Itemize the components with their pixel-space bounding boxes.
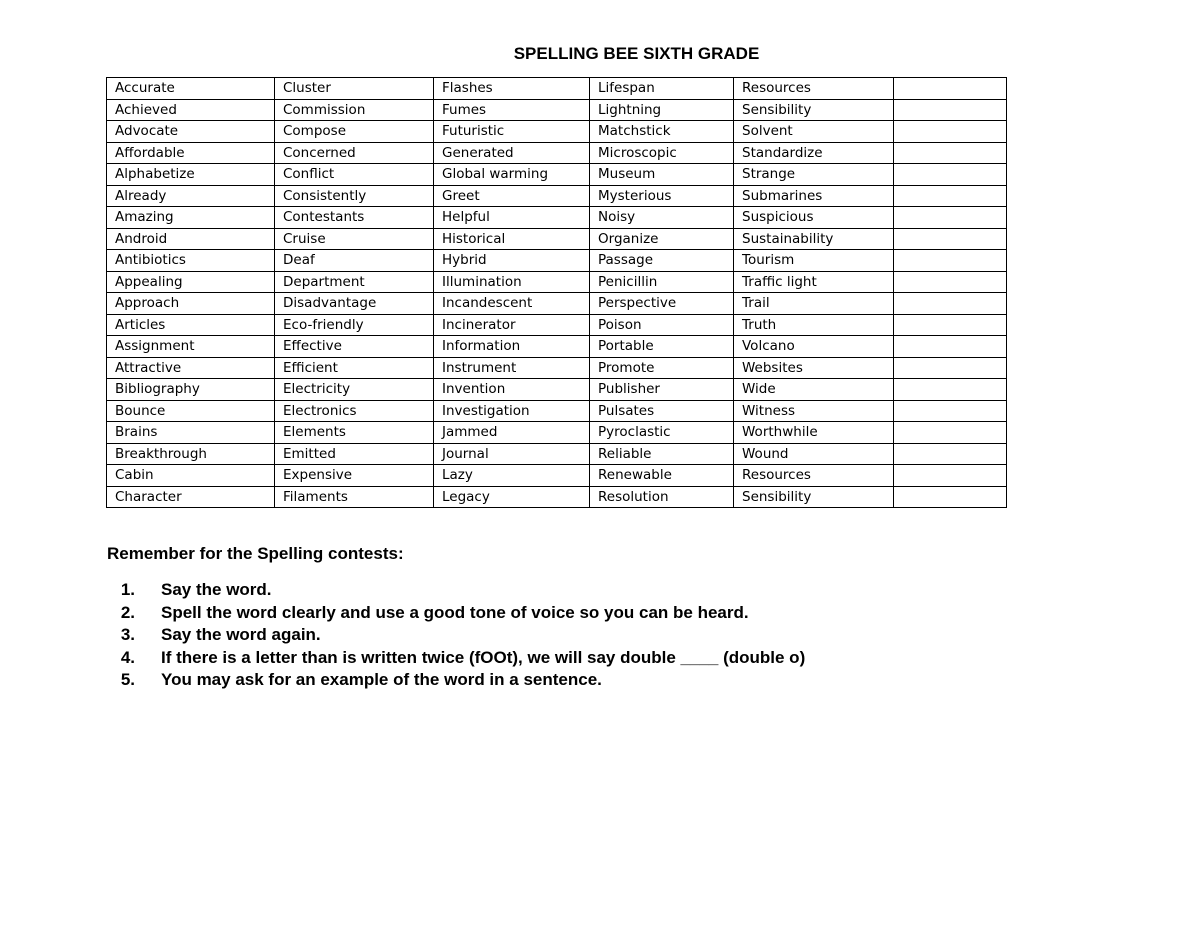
word-cell: Submarines bbox=[734, 185, 894, 207]
word-cell: Resources bbox=[734, 465, 894, 487]
table-row bbox=[107, 293, 1007, 315]
table-row bbox=[107, 250, 1007, 272]
word-cell: Legacy bbox=[434, 486, 590, 508]
word-cell bbox=[894, 142, 1007, 164]
word-cell: Futuristic bbox=[434, 121, 590, 143]
word-cell: Portable bbox=[590, 336, 734, 358]
rule-text: You may ask for an example of the word in a sentence. bbox=[161, 670, 602, 689]
word-cell: Sustainability bbox=[734, 228, 894, 250]
word-cell bbox=[894, 379, 1007, 401]
word-cell: Advocate bbox=[107, 121, 275, 143]
word-cell: Conflict bbox=[275, 164, 434, 186]
word-cell: Passage bbox=[590, 250, 734, 272]
word-cell bbox=[894, 336, 1007, 358]
table-row bbox=[107, 78, 1007, 100]
word-cell bbox=[894, 78, 1007, 100]
table-row bbox=[107, 164, 1007, 186]
word-cell: Fumes bbox=[434, 99, 590, 121]
word-cell: Incandescent bbox=[434, 293, 590, 315]
word-cell: Microscopic bbox=[590, 142, 734, 164]
word-cell: Effective bbox=[275, 336, 434, 358]
table-row bbox=[107, 400, 1007, 422]
word-cell: Emitted bbox=[275, 443, 434, 465]
word-cell bbox=[894, 400, 1007, 422]
word-cell: Disadvantage bbox=[275, 293, 434, 315]
word-cell: Wound bbox=[734, 443, 894, 465]
word-cell: Affordable bbox=[107, 142, 275, 164]
word-cell: Global warming bbox=[434, 164, 590, 186]
word-cell: Compose bbox=[275, 121, 434, 143]
word-cell: Consistently bbox=[275, 185, 434, 207]
word-cell: Flashes bbox=[434, 78, 590, 100]
rule-text: Spell the word clearly and use a good tone of voice so you can be heard. bbox=[161, 602, 749, 622]
word-cell: Historical bbox=[434, 228, 590, 250]
rule-number: 2. bbox=[120, 602, 135, 622]
word-cell: Investigation bbox=[434, 400, 590, 422]
word-cell: Lazy bbox=[434, 465, 590, 487]
word-cell: Truth bbox=[734, 314, 894, 336]
word-cell: Character bbox=[107, 486, 275, 508]
word-cell: Renewable bbox=[590, 465, 734, 487]
word-cell: Instrument bbox=[434, 357, 590, 379]
rule-number: 5. bbox=[120, 670, 135, 689]
word-cell: Bounce bbox=[107, 400, 275, 422]
word-cell: Electronics bbox=[275, 400, 434, 422]
word-cell bbox=[894, 228, 1007, 250]
word-cell bbox=[894, 443, 1007, 465]
word-cell: Alphabetize bbox=[107, 164, 275, 186]
word-cell: Antibiotics bbox=[107, 250, 275, 272]
word-cell bbox=[894, 164, 1007, 186]
word-cell: Hybrid bbox=[434, 250, 590, 272]
word-cell: Deaf bbox=[275, 250, 434, 272]
word-cell: Expensive bbox=[275, 465, 434, 487]
word-cell bbox=[894, 465, 1007, 487]
table-row bbox=[107, 357, 1007, 379]
table-row bbox=[107, 443, 1007, 465]
word-cell: Already bbox=[107, 185, 275, 207]
word-cell: Organize bbox=[590, 228, 734, 250]
table-row bbox=[107, 379, 1007, 401]
word-cell: Noisy bbox=[590, 207, 734, 229]
word-cell: Accurate bbox=[107, 78, 275, 100]
word-cell: Lifespan bbox=[590, 78, 734, 100]
word-cell: Resolution bbox=[590, 486, 734, 508]
word-cell bbox=[894, 422, 1007, 444]
word-cell: Approach bbox=[107, 293, 275, 315]
word-cell: Department bbox=[275, 271, 434, 293]
word-cell bbox=[894, 121, 1007, 143]
word-cell: Cruise bbox=[275, 228, 434, 250]
rule-text: Say the word. bbox=[161, 580, 272, 599]
table-row bbox=[107, 314, 1007, 336]
word-cell: Cluster bbox=[275, 78, 434, 100]
list-item bbox=[106, 602, 805, 625]
word-cell: Information bbox=[434, 336, 590, 358]
word-cell: Pulsates bbox=[590, 400, 734, 422]
table-row bbox=[107, 422, 1007, 444]
remember-heading: Remember for the Spelling contests: bbox=[107, 544, 404, 563]
word-cell: Publisher bbox=[590, 379, 734, 401]
word-cell: Achieved bbox=[107, 99, 275, 121]
word-cell bbox=[894, 486, 1007, 508]
word-cell: Helpful bbox=[434, 207, 590, 229]
word-cell: Penicillin bbox=[590, 271, 734, 293]
word-cell: Tourism bbox=[734, 250, 894, 272]
word-cell: Museum bbox=[590, 164, 734, 186]
table-row bbox=[107, 185, 1007, 207]
word-cell: Poison bbox=[590, 314, 734, 336]
word-cell: Standardize bbox=[734, 142, 894, 164]
rule-number: 1. bbox=[120, 580, 135, 599]
word-cell bbox=[894, 357, 1007, 379]
rule-number: 3. bbox=[120, 625, 135, 644]
word-cell: Lightning bbox=[590, 99, 734, 121]
word-cell: Perspective bbox=[590, 293, 734, 315]
word-cell: Eco-friendly bbox=[275, 314, 434, 336]
word-cell: Mysterious bbox=[590, 185, 734, 207]
table-row bbox=[107, 486, 1007, 508]
word-cell: Amazing bbox=[107, 207, 275, 229]
word-cell: Strange bbox=[734, 164, 894, 186]
list-item bbox=[106, 669, 805, 692]
word-cell bbox=[894, 293, 1007, 315]
table-row bbox=[107, 336, 1007, 358]
word-cell: Reliable bbox=[590, 443, 734, 465]
table-row bbox=[107, 271, 1007, 293]
word-cell: Jammed bbox=[434, 422, 590, 444]
word-cell bbox=[894, 271, 1007, 293]
table-row bbox=[107, 207, 1007, 229]
word-cell: Contestants bbox=[275, 207, 434, 229]
word-cell: Concerned bbox=[275, 142, 434, 164]
word-cell: Electricity bbox=[275, 379, 434, 401]
table-row bbox=[107, 228, 1007, 250]
word-cell: Wide bbox=[734, 379, 894, 401]
word-cell: Suspicious bbox=[734, 207, 894, 229]
word-cell: Matchstick bbox=[590, 121, 734, 143]
spelling-word-table bbox=[106, 77, 1007, 508]
word-table-body bbox=[107, 78, 1007, 508]
word-cell bbox=[894, 250, 1007, 272]
word-cell: Filaments bbox=[275, 486, 434, 508]
word-cell: Assignment bbox=[107, 336, 275, 358]
word-cell: Brains bbox=[107, 422, 275, 444]
page-title: SPELLING BEE SIXTH GRADE bbox=[513, 44, 760, 63]
word-cell: Generated bbox=[434, 142, 590, 164]
word-cell: Attractive bbox=[107, 357, 275, 379]
word-cell: Pyroclastic bbox=[590, 422, 734, 444]
word-cell: Journal bbox=[434, 443, 590, 465]
word-cell: Breakthrough bbox=[107, 443, 275, 465]
word-cell: Appealing bbox=[107, 271, 275, 293]
word-cell: Cabin bbox=[107, 465, 275, 487]
word-cell: Invention bbox=[434, 379, 590, 401]
list-item bbox=[106, 579, 805, 602]
word-cell: Promote bbox=[590, 357, 734, 379]
word-cell bbox=[894, 207, 1007, 229]
word-cell: Illumination bbox=[434, 271, 590, 293]
contest-rules-list bbox=[106, 579, 805, 692]
word-cell: Incinerator bbox=[434, 314, 590, 336]
word-cell: Efficient bbox=[275, 357, 434, 379]
word-cell: Android bbox=[107, 228, 275, 250]
word-cell: Solvent bbox=[734, 121, 894, 143]
word-cell: Trail bbox=[734, 293, 894, 315]
list-item bbox=[106, 624, 805, 647]
word-cell: Worthwhile bbox=[734, 422, 894, 444]
word-cell: Resources bbox=[734, 78, 894, 100]
rule-text: If there is a letter than is written twice (fOOt), we will say double ____ (double o) bbox=[161, 647, 806, 667]
rule-number: 4. bbox=[120, 647, 135, 667]
word-cell bbox=[894, 99, 1007, 121]
word-cell: Sensibility bbox=[734, 99, 894, 121]
table-row bbox=[107, 121, 1007, 143]
word-cell: Commission bbox=[275, 99, 434, 121]
word-cell: Traffic light bbox=[734, 271, 894, 293]
word-cell: Sensibility bbox=[734, 486, 894, 508]
rule-text: Say the word again. bbox=[161, 625, 321, 644]
word-cell: Witness bbox=[734, 400, 894, 422]
table-row bbox=[107, 142, 1007, 164]
word-cell: Articles bbox=[107, 314, 275, 336]
word-cell bbox=[894, 314, 1007, 336]
table-row bbox=[107, 465, 1007, 487]
word-cell: Websites bbox=[734, 357, 894, 379]
word-cell: Greet bbox=[434, 185, 590, 207]
word-cell bbox=[894, 185, 1007, 207]
list-item bbox=[106, 647, 805, 670]
word-cell: Elements bbox=[275, 422, 434, 444]
word-cell: Volcano bbox=[734, 336, 894, 358]
table-row bbox=[107, 99, 1007, 121]
word-cell: Bibliography bbox=[107, 379, 275, 401]
